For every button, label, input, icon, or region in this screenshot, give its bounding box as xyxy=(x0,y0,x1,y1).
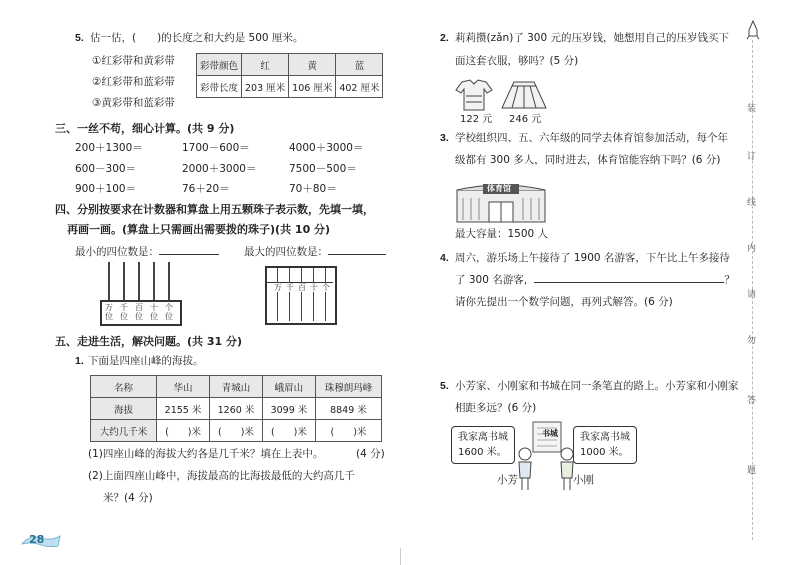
shirt-icon xyxy=(456,80,492,110)
ribbon-table-header: 蓝 xyxy=(336,54,383,76)
margin-char: 题 xyxy=(747,466,757,476)
question-blank[interactable] xyxy=(534,282,724,283)
bubble-text: 1000 米。 xyxy=(580,447,629,458)
mountain-table-cell: 大约几千米 xyxy=(91,420,157,442)
mountain-table-header: 珠穆朗玛峰 xyxy=(315,376,381,398)
mountain-table-cell: 2155 米 xyxy=(157,398,210,420)
q2-line1: 莉莉攒(zǎn)了 300 元的压岁钱，她想用自己的压岁钱买下 xyxy=(455,32,730,44)
bookstore-sign: 书城 xyxy=(542,429,558,438)
ribbon-table-cell: 彩带长度 xyxy=(197,76,242,98)
abacus-label: 十 xyxy=(310,283,318,292)
q5-number: 5. xyxy=(75,32,84,44)
calc-item: 7500－500＝ xyxy=(289,163,357,175)
q5r-line1: 小芳家、小刚家和书城在同一条笔直的路上。小芳家和小刚家 xyxy=(455,380,739,392)
bubble-text: 我家离书城 xyxy=(580,432,630,443)
max-four-digit-label: 最大的四位数是： xyxy=(244,246,386,259)
calc-item: 2000＋3000＝ xyxy=(182,163,257,175)
counter-rod xyxy=(123,262,125,302)
abacus-rod xyxy=(313,268,314,321)
calc-item: 200＋1300＝ xyxy=(75,142,143,154)
mountain-table-cell: 8849 米 xyxy=(315,398,381,420)
abacus-label: 万 xyxy=(274,283,282,292)
ribbon-table-cell: 106 厘米 xyxy=(289,76,336,98)
skirt-icon xyxy=(502,82,546,108)
abacus-label: 个 xyxy=(322,283,330,292)
mountain-table-header: 峨眉山 xyxy=(262,376,315,398)
s5-q1-number: 1. xyxy=(75,355,84,367)
counter-label: 十位 xyxy=(150,303,158,321)
fold-line xyxy=(400,548,401,565)
page-number-badge xyxy=(20,532,62,548)
abacus-rod xyxy=(277,268,278,321)
mountain-answer-cell[interactable]: ( )米 xyxy=(262,420,315,442)
road-illustration xyxy=(445,420,655,492)
mountain-answer-cell[interactable]: ( )米 xyxy=(157,420,210,442)
abacus-rod xyxy=(289,268,290,321)
q4-line1: 周六，游乐场上午接待了 1900 名游客，下午比上午多接待 xyxy=(455,252,730,264)
gym-capacity: 最大容量：1500 人 xyxy=(455,228,549,240)
mountain-table xyxy=(90,375,382,442)
q4-number: 4. xyxy=(440,252,449,264)
mountain-table-cell: 1260 米 xyxy=(210,398,263,420)
abacus-rod xyxy=(325,268,326,321)
calc-item: 70＋80＝ xyxy=(289,183,337,195)
q3-line2: 级都有 300 多人，同时进去，体育馆能容纳下吗？(6 分) xyxy=(455,154,721,166)
speech-bubble-right xyxy=(573,426,637,464)
mountain-answer-cell[interactable]: ( )米 xyxy=(315,420,381,442)
section-5-title: 五、走进生活，解决问题。(共 31 分) xyxy=(55,335,243,348)
ribbon-table-header: 彩带颜色 xyxy=(197,54,242,76)
s5-sub1-score: (4 分) xyxy=(356,448,385,460)
price-skirt: 246 元 xyxy=(509,114,542,125)
bubble-text: 1600 米。 xyxy=(458,447,507,458)
mountain-table-header: 青城山 xyxy=(210,376,263,398)
mountain-table-header: 名称 xyxy=(91,376,157,398)
answer-blank[interactable] xyxy=(159,254,219,255)
mountain-table-cell: 海拔 xyxy=(91,398,157,420)
abacus[interactable] xyxy=(265,266,337,324)
q5-text: 估一估，( )的长度之和大约是 500 厘米。 xyxy=(90,32,304,44)
s5-sub2-line2: 米？(4 分) xyxy=(103,492,153,504)
calc-item: 900＋100＝ xyxy=(75,183,137,195)
q2-number: 2. xyxy=(440,32,449,44)
counter-label: 个位 xyxy=(165,303,173,321)
q2-line2: 面这套衣服，够吗？(5 分) xyxy=(455,55,579,67)
q3-number: 3. xyxy=(440,132,449,144)
name-xiaogang: 小刚 xyxy=(573,474,594,486)
ribbon-table-header: 黄 xyxy=(289,54,336,76)
s5-q1-text: 下面是四座山峰的海拔。 xyxy=(88,355,204,367)
counter-label: 千位 xyxy=(120,303,128,321)
ribbon-table xyxy=(196,53,383,98)
s5-sub1: (1)四座山峰的海拔大约各是几千米？填在上表中。 xyxy=(88,448,324,460)
q4-line3: 请你先提出一个数学问题，再列式解答。(6 分) xyxy=(455,296,673,308)
counter-device[interactable] xyxy=(100,262,180,324)
counter-rod xyxy=(108,262,110,302)
bubble-text: 我家离书城 xyxy=(458,432,508,443)
q5-option-1: ①红彩带和黄彩带 xyxy=(92,55,175,67)
calc-item: 4000＋3000＝ xyxy=(289,142,364,154)
rocket-icon xyxy=(746,20,760,40)
s5-sub2-line1: (2)上面四座山峰中，海拔最高的比海拔最低的大约高几千 xyxy=(88,470,355,482)
section-3-title: 三、一丝不苟，细心计算。(共 9 分) xyxy=(55,122,235,135)
q4-line2: 了 300 名游客， ？ xyxy=(455,274,735,286)
counter-label: 万位 xyxy=(105,303,113,321)
answer-blank[interactable] xyxy=(328,254,386,255)
counter-rod xyxy=(153,262,155,302)
q3-line1: 学校组织四、五、六年级的同学去体育馆参加活动，每个年 xyxy=(455,132,728,144)
clothes-illustration xyxy=(452,78,552,112)
margin-char: 装 xyxy=(747,104,757,114)
q5r-line2: 相距多远？(6 分) xyxy=(455,402,537,414)
q5-option-3: ③黄彩带和蓝彩带 xyxy=(92,97,175,109)
margin-char: 勿 xyxy=(747,336,757,346)
calc-item: 1700－600＝ xyxy=(182,142,250,154)
margin-char: 答 xyxy=(747,396,757,406)
mountain-table-header: 华山 xyxy=(157,376,210,398)
abacus-label: 千 xyxy=(286,283,294,292)
name-xiaofang: 小芳 xyxy=(497,474,518,486)
min-four-digit-label: 最小的四位数是： xyxy=(75,246,219,259)
counter-label: 百位 xyxy=(135,303,143,321)
ribbon-table-header: 红 xyxy=(242,54,289,76)
counter-rod xyxy=(138,262,140,302)
speech-bubble-left xyxy=(451,426,515,464)
margin-char: 内 xyxy=(747,244,757,254)
ribbon-table-cell: 402 厘米 xyxy=(336,76,383,98)
q5-option-2: ②红彩带和蓝彩带 xyxy=(92,76,175,88)
calc-item: 76＋20＝ xyxy=(182,183,230,195)
gym-sign: 体育馆 xyxy=(487,184,511,193)
margin-char: 线 xyxy=(747,198,757,208)
counter-rod xyxy=(168,262,170,302)
margin-char: 请 xyxy=(747,290,757,300)
price-shirt: 122 元 xyxy=(460,114,493,125)
gym-illustration xyxy=(455,176,547,224)
calc-item: 600－300＝ xyxy=(75,163,137,175)
mountain-table-cell: 3099 米 xyxy=(262,398,315,420)
abacus-rod xyxy=(301,268,302,321)
margin-char: 订 xyxy=(747,152,757,162)
section-4-title-line1: 四、分别按要求在计数器和算盘上用五颗珠子表示数，先填一填， xyxy=(55,203,374,216)
mountain-answer-cell[interactable]: ( )米 xyxy=(210,420,263,442)
ribbon-table-cell: 203 厘米 xyxy=(242,76,289,98)
abacus-label: 百 xyxy=(298,283,306,292)
page-number: 28 xyxy=(29,533,45,546)
q5r-number: 5. xyxy=(440,380,449,392)
section-4-title-line2: 再画一画。(算盘上只需画出需要拨的珠子)(共 10 分) xyxy=(67,223,331,236)
